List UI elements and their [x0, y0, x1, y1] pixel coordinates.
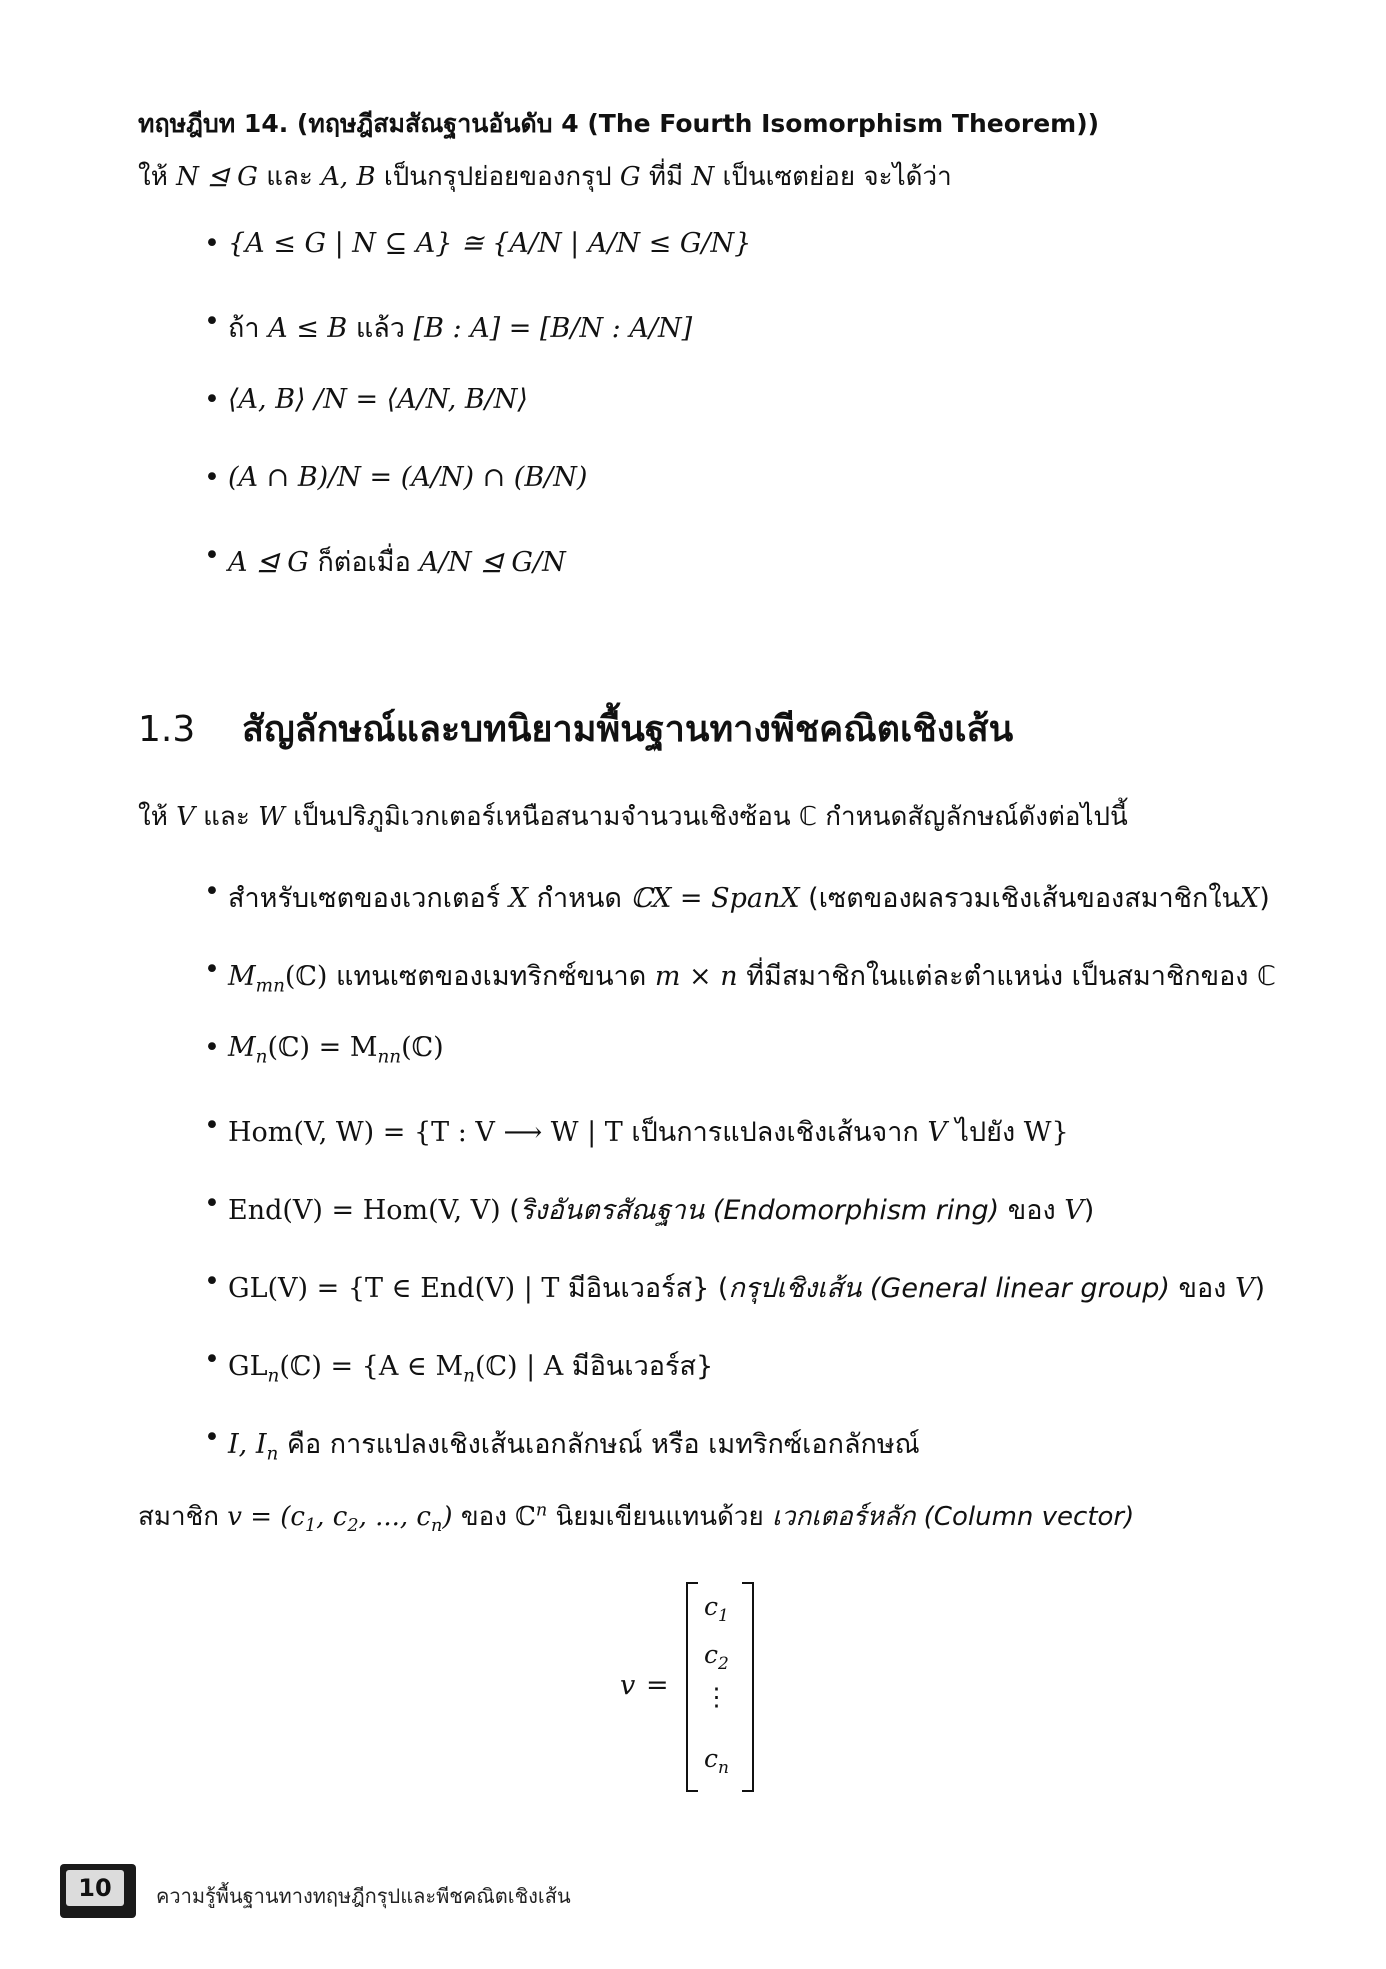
matrix-lhs: v [620, 1670, 636, 1701]
list-item: • A ⊴ G ก็ต่อเมื่อ A/N ⊴ G/N [228, 540, 566, 583]
theorem-title: ทฤษฎีบท 14. (ทฤษฎีสมสัณฐานอันดับ 4 (The Fourth Isomorphism Theorem)) [138, 109, 1100, 138]
column-vector-intro: สมาชิก $v = (c_1$, $c_2$, ..., $c_n$) ของ ℂ$^n$ นิยมเขียนแทนด้วย เวกเตอร์หลัก (Column vector) [138, 1500, 1135, 1537]
page-number: 10 [66, 1870, 124, 1906]
section-number: 1.3 [138, 709, 196, 750]
matrix-entry: $c_n$ [704, 1744, 729, 1778]
list-item: • $M_{mn}(ℂ)$ แทนเซตของเมทริกซ์ขนาด m × n ที่มีสมาชิกในแต่ละตำแหน่ง เป็นสมาชิกของ ℂ [228, 954, 1276, 997]
list-item: • (A ∩ B)/N = (A/N) ∩ (B/N) [228, 462, 587, 493]
matrix-entry: $c_1$ [704, 1592, 729, 1626]
section-title: สัญลักษณ์และบทนิยามพื้นฐานทางพีชคณิตเชิงเส้น [242, 709, 1014, 750]
matrix-entry: $c_2$ [704, 1640, 729, 1674]
list-item: • $GL_n(ℂ) = \{A$ ∈ $M_n(ℂ)$ | A มีอินเวอร์ส} [228, 1344, 713, 1387]
list-item: • {A ≤ G | N ⊆ A} ≅ {A/N | A/N ≤ G/N} [228, 228, 751, 259]
footer-book-title: ความรู้พื้นฐานทางทฤษฎีกรุปและพีชคณิตเชิงเส้น [156, 1884, 571, 1908]
list-item: • End(V) = Hom(V, V) (ริงอันตรสัณฐาน (Endomorphism ring) ของ V) [228, 1188, 1094, 1231]
matrix-entry: ⋮ [704, 1682, 729, 1711]
left-bracket [686, 1582, 698, 1792]
column-vector-matrix [620, 1582, 780, 1792]
page-number-badge [60, 1864, 136, 1918]
list-item: • ⟨A, B⟩ /N = ⟨A/N, B/N⟩ [228, 384, 528, 415]
section-heading [138, 700, 1013, 757]
section-intro: ให้ V และ W เป็นปริภูมิเวกเตอร์เหนือสนามจำนวนเชิงซ้อน ℂ กำหนดสัญลักษณ์ดังต่อไปนี้ [138, 802, 1128, 832]
list-item: • สำหรับเซตของเวกเตอร์ X กำหนด ℂX = SpanX (เซตของผลรวมเชิงเส้นของสมาชิกในX) [228, 876, 1270, 919]
theorem-intro: ให้ N ⊴ G และ A, B เป็นกรุปย่อยของกรุป G ที่มี N เป็นเซตย่อย จะได้ว่า [138, 162, 952, 192]
right-bracket [742, 1582, 754, 1792]
list-item: • I, $I_n$ คือ การแปลงเชิงเส้นเอกลักษณ์ หรือ เมทริกซ์เอกลักษณ์ [228, 1422, 920, 1465]
list-item: • Hom(V, W) = {T : V ⟶ W | T เป็นการแปลงเชิงเส้นจาก V ไปยัง W} [228, 1110, 1069, 1153]
list-item: • GL(V) = {T ∈ End(V) | T มีอินเวอร์ส} (กรุปเชิงเส้น (General linear group) ของ V) [228, 1266, 1265, 1309]
list-item: • ถ้า A ≤ B แล้ว [B : A] = [B/N : A/N] [228, 306, 692, 349]
list-item: • $M_n(ℂ)$ = $M_{nn}(ℂ)$ [228, 1032, 444, 1067]
matrix-equals: = [646, 1670, 669, 1701]
